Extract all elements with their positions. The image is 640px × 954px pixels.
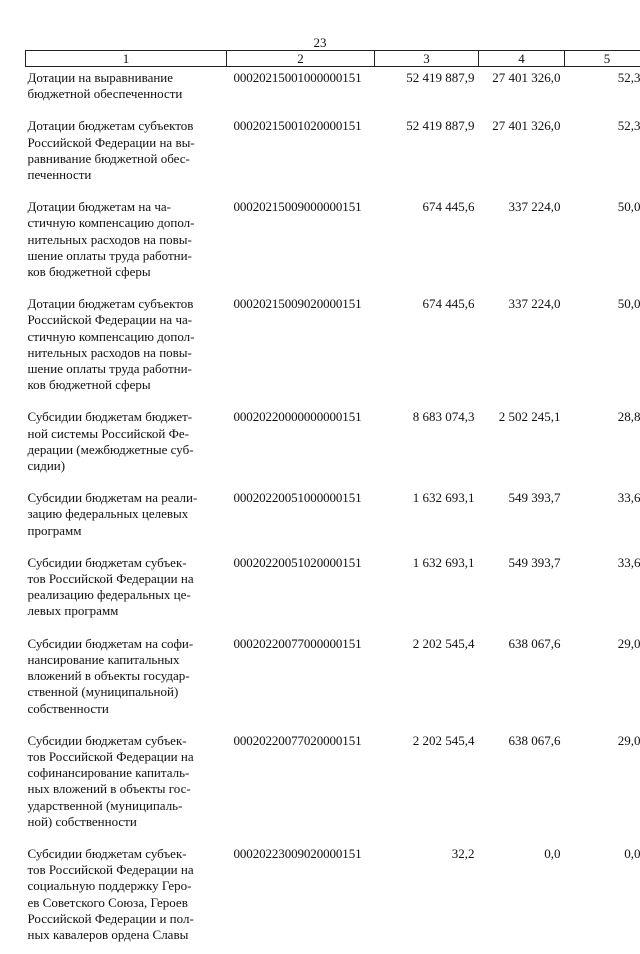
table-row <box>26 194 640 291</box>
row-value-col4: 638 067,6 <box>479 631 565 728</box>
row-value-col3: 32,2 <box>375 841 479 954</box>
row-code-cell: 00020220051020000151 <box>227 550 375 631</box>
row-value-col5: 50,0 <box>565 291 640 404</box>
row-value-col5: 52,3 <box>565 67 640 114</box>
budget-table <box>25 50 640 954</box>
page-number: 23 <box>0 35 640 51</box>
row-value-col3: 674 445,6 <box>375 291 479 404</box>
row-name-cell: Дотации бюджетам на ча- стичную компенсацию допол- нительных расходов на повы- шение оплаты труда работни- ков бюджетной сферы <box>26 194 227 291</box>
row-name-cell: Субсидии бюджетам на реали- зацию федеральных целевых программ <box>26 485 227 550</box>
row-value-col3: 1 632 693,1 <box>375 485 479 550</box>
row-value-col4: 2 502 245,1 <box>479 404 565 485</box>
row-value-col3: 52 419 887,9 <box>375 67 479 114</box>
row-code-cell: 00020215001020000151 <box>227 113 375 194</box>
row-code-cell: 00020220077020000151 <box>227 728 375 841</box>
row-value-col4: 0,0 <box>479 841 565 954</box>
row-value-col4: 337 224,0 <box>479 194 565 291</box>
row-value-col3: 2 202 545,4 <box>375 728 479 841</box>
row-name-cell: Субсидии бюджетам на софи- нансирование капитальных вложений в объекты государ- ственной (муниципальной) собственности <box>26 631 227 728</box>
header-col-3: 3 <box>375 51 479 67</box>
row-value-col4: 27 401 326,0 <box>479 67 565 114</box>
row-code-cell: 00020223009020000151 <box>227 841 375 954</box>
row-value-col5: 29,0 <box>565 728 640 841</box>
row-value-col5: 29,0 <box>565 631 640 728</box>
table-row <box>26 728 640 841</box>
row-code-cell: 00020215009000000151 <box>227 194 375 291</box>
row-value-col3: 674 445,6 <box>375 194 479 291</box>
row-value-col3: 1 632 693,1 <box>375 550 479 631</box>
table-row <box>26 485 640 550</box>
row-value-col5: 33,6 <box>565 550 640 631</box>
row-name-cell: Субсидии бюджетам субъек- тов Российской Федерации на реализацию федеральных це- левых программ <box>26 550 227 631</box>
row-name-cell: Дотации бюджетам субъектов Российской Федерации на ча- стичную компенсацию допол- нительных расходов на повы- шение оплаты труда работни- ков бюджетной сферы <box>26 291 227 404</box>
row-name-cell: Субсидии бюджетам бюджет- ной системы Российской Фе- дерации (межбюджетные суб- сидии) <box>26 404 227 485</box>
header-col-5: 5 <box>565 51 640 67</box>
row-value-col5: 50,0 <box>565 194 640 291</box>
row-value-col3: 2 202 545,4 <box>375 631 479 728</box>
row-value-col4: 549 393,7 <box>479 485 565 550</box>
table-row <box>26 291 640 404</box>
row-code-cell: 00020220051000000151 <box>227 485 375 550</box>
row-code-cell: 00020220000000000151 <box>227 404 375 485</box>
row-value-col4: 337 224,0 <box>479 291 565 404</box>
row-name-cell: Субсидии бюджетам субъек- тов Российской Федерации на социальную поддержку Геро- ев Советского Союза, Героев Российской Федерации и пол- ных кавалеров ордена Славы <box>26 841 227 954</box>
row-value-col4: 638 067,6 <box>479 728 565 841</box>
row-value-col3: 52 419 887,9 <box>375 113 479 194</box>
row-name-cell: Субсидии бюджетам субъек- тов Российской Федерации на софинансирование капиталь- ных вложений в объекты гос- ударственной (муниципаль- ной) собственности <box>26 728 227 841</box>
table-row <box>26 113 640 194</box>
header-row <box>26 51 640 67</box>
table-row <box>26 404 640 485</box>
row-value-col5: 0,0 <box>565 841 640 954</box>
row-value-col3: 8 683 074,3 <box>375 404 479 485</box>
table-body <box>26 67 640 954</box>
row-value-col5: 28,8 <box>565 404 640 485</box>
table-row <box>26 67 640 114</box>
row-code-cell: 00020215001000000151 <box>227 67 375 114</box>
row-code-cell: 00020215009020000151 <box>227 291 375 404</box>
row-value-col5: 52,3 <box>565 113 640 194</box>
row-name-cell: Дотации бюджетам субъектов Российской Федерации на вы- равнивание бюджетной обес- печенности <box>26 113 227 194</box>
table-row <box>26 631 640 728</box>
table-row <box>26 550 640 631</box>
row-code-cell: 00020220077000000151 <box>227 631 375 728</box>
row-value-col5: 33,6 <box>565 485 640 550</box>
table-row <box>26 841 640 954</box>
row-value-col4: 549 393,7 <box>479 550 565 631</box>
header-col-1: 1 <box>26 51 227 67</box>
header-col-2: 2 <box>227 51 375 67</box>
table-header <box>26 51 640 67</box>
row-name-cell: Дотации на выравнивание бюджетной обеспеченности <box>26 67 227 114</box>
header-col-4: 4 <box>479 51 565 67</box>
row-value-col4: 27 401 326,0 <box>479 113 565 194</box>
